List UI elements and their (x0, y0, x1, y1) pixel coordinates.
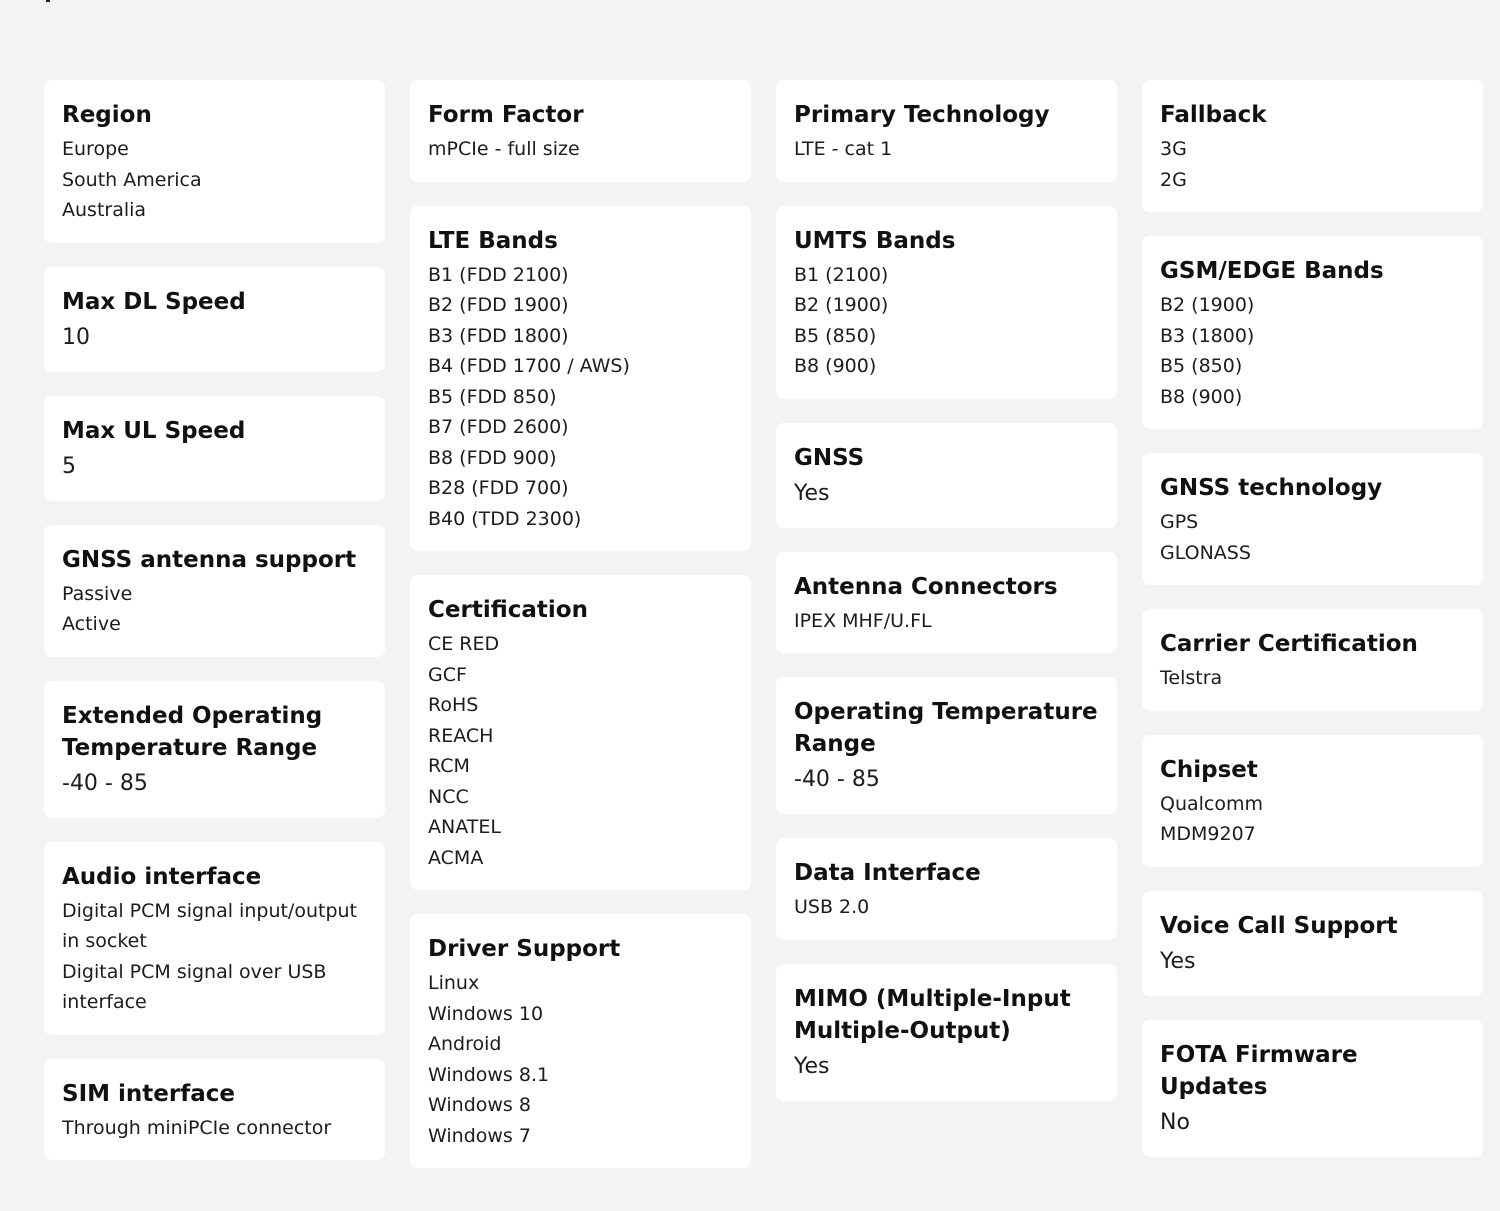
spec-value: RoHS (428, 694, 479, 716)
spec-value: NCC (428, 785, 469, 808)
spec-column-1 (44, 80, 385, 1184)
spec-card-values (794, 134, 1099, 165)
spec-value: GCF (428, 663, 467, 686)
spec-value: No (1160, 1109, 1190, 1135)
spec-card-title: Form Factor (428, 102, 584, 128)
spec-card-values (62, 1113, 367, 1144)
spec-card-title: Driver Support (428, 936, 621, 962)
spec-card-values (62, 579, 367, 640)
spec-value: B40 (TDD 2300) (428, 507, 582, 530)
spec-value: B3 (FDD 1800) (428, 324, 569, 347)
spec-card-values (794, 892, 1099, 923)
spec-value: Digital PCM signal over USB interface (62, 960, 327, 1013)
spec-card-lte-bands (410, 206, 751, 552)
spec-value: 10 (62, 324, 90, 350)
spec-card-fallback (1142, 80, 1483, 212)
spec-card-title: SIM interface (62, 1080, 235, 1107)
spec-value: Telstra (1160, 667, 1223, 689)
spec-card-title: UMTS Bands (794, 227, 956, 254)
spec-card-gnss (776, 423, 1117, 528)
spec-value: Android (428, 1033, 502, 1055)
spec-card-driver-support (410, 914, 751, 1168)
spec-card-values (794, 1050, 1099, 1084)
spec-value: Digital PCM signal input/output in socket (62, 899, 358, 952)
spec-value: Active (62, 613, 121, 635)
spec-card-values (794, 477, 1099, 511)
spec-card-audio-interface (44, 842, 385, 1035)
spec-value: 5 (62, 453, 76, 479)
spec-value: USB 2.0 (794, 896, 870, 918)
spec-card-title: FOTA Firmware Updates (1160, 1041, 1358, 1100)
spec-value: B8 (900) (1160, 385, 1243, 408)
spec-card-data-interface (776, 838, 1117, 940)
spec-value: Australia (62, 199, 147, 221)
spec-card-title: Fallback (1160, 102, 1267, 128)
spec-value: Europe (62, 138, 129, 160)
spec-card-title: LTE Bands (428, 227, 558, 254)
spec-column-4 (1142, 80, 1483, 1181)
spec-value: Windows 10 (428, 1002, 544, 1025)
spec-value: B7 (FDD 2600) (428, 416, 569, 438)
spec-value: MDM9207 (1160, 823, 1256, 845)
spec-card-values (794, 606, 1099, 637)
spec-value: B2 (FDD 1900) (428, 294, 569, 316)
spec-card-primary-technology (776, 80, 1117, 182)
spec-card-operating-temperature-range (776, 677, 1117, 814)
spec-value: LTE - cat 1 (794, 138, 893, 160)
spec-card-title: Data Interface (794, 860, 981, 886)
spec-card-values (428, 260, 733, 535)
spec-value: B1 (FDD 2100) (428, 263, 569, 286)
spec-card-values (62, 321, 367, 355)
spec-card-title: Voice Call Support (1160, 912, 1398, 939)
spec-value: Windows 7 (428, 1124, 531, 1147)
spec-value: B3 (1800) (1160, 324, 1255, 347)
spec-value: REACH (428, 724, 494, 747)
spec-value: B5 (FDD 850) (428, 385, 557, 408)
spec-value: Windows 8.1 (428, 1063, 550, 1086)
spec-card-values (428, 629, 733, 873)
spec-card-extended-operating-temperature-range (44, 681, 385, 818)
spec-card-antenna-connectors (776, 552, 1117, 654)
top-edge-mark (46, 0, 50, 2)
spec-card-umts-bands (776, 206, 1117, 399)
spec-card-carrier-certification (1142, 609, 1483, 711)
spec-card-values (794, 260, 1099, 382)
spec-card-max-ul-speed (44, 396, 385, 501)
spec-value: B2 (1900) (794, 294, 889, 316)
spec-value: Yes (1160, 948, 1196, 974)
spec-value: B5 (850) (1160, 355, 1243, 377)
spec-card-title: GNSS technology (1160, 475, 1383, 501)
spec-card-title: Antenna Connectors (794, 573, 1058, 600)
spec-card-title: GSM/EDGE Bands (1160, 258, 1384, 284)
spec-value: ACMA (428, 846, 484, 869)
spec-card-values (1160, 1106, 1465, 1140)
spec-value: 3G (1160, 138, 1187, 160)
spec-value: Linux (428, 972, 480, 994)
spec-value: mPCIe - full size (428, 138, 580, 160)
spec-value: CE RED (428, 633, 500, 655)
spec-card-chipset (1142, 735, 1483, 867)
spec-card-sim-interface (44, 1059, 385, 1161)
spec-card-gsm-edge-bands (1142, 236, 1483, 429)
spec-card-certification (410, 575, 751, 890)
spec-card-values (62, 134, 367, 226)
spec-value: B28 (FDD 700) (428, 477, 569, 499)
spec-value: B5 (850) (794, 324, 877, 347)
spec-card-voice-call-support (1142, 891, 1483, 996)
spec-card-values (1160, 134, 1465, 195)
spec-value: RCM (428, 755, 470, 777)
spec-card-title: GNSS (794, 444, 865, 471)
spec-card-max-dl-speed (44, 267, 385, 372)
spec-value: Yes (794, 1053, 830, 1079)
spec-value: Passive (62, 582, 133, 605)
spec-card-title: GNSS antenna support (62, 546, 357, 573)
spec-card-values (428, 968, 733, 1151)
spec-value: B8 (FDD 900) (428, 446, 557, 469)
spec-value: Windows 8 (428, 1094, 531, 1116)
spec-card-values (62, 450, 367, 484)
spec-value: GPS (1160, 511, 1199, 533)
spec-value: -40 - 85 (794, 767, 880, 792)
spec-card-title: Carrier Certification (1160, 631, 1418, 657)
spec-card-title: Extended Operating Temperature Range (62, 702, 323, 761)
spec-card-region (44, 80, 385, 243)
spec-value: -40 - 85 (62, 770, 148, 796)
spec-card-values (62, 767, 367, 801)
spec-card-values (794, 763, 1099, 797)
spec-card-values (1160, 507, 1465, 568)
spec-column-3 (776, 80, 1117, 1125)
spec-value: Yes (794, 480, 830, 506)
spec-value: Through miniPCIe connector (62, 1116, 332, 1139)
spec-card-title: Max DL Speed (62, 288, 246, 315)
spec-card-mimo-multiple-input-multiple-output (776, 964, 1117, 1101)
spec-value: GLONASS (1160, 541, 1251, 564)
spec-value: ANATEL (428, 816, 501, 838)
spec-card-gnss-technology (1142, 453, 1483, 585)
spec-card-title: Max UL Speed (62, 417, 246, 444)
spec-card-values (1160, 789, 1465, 850)
spec-value: IPEX MHF/U.FL (794, 609, 932, 632)
spec-card-values (1160, 663, 1465, 694)
spec-column-2 (410, 80, 751, 1192)
spec-value: 2G (1160, 168, 1187, 191)
spec-card-title: MIMO (Multiple-Input Multiple-Output) (794, 985, 1071, 1044)
spec-card-title: Operating Temperature Range (794, 699, 1098, 757)
spec-card-values (428, 134, 733, 165)
spec-card-title: Chipset (1160, 756, 1258, 783)
spec-value: South America (62, 168, 202, 191)
spec-value: B4 (FDD 1700 / AWS) (428, 355, 630, 377)
spec-card-values (1160, 945, 1465, 979)
spec-card-title: Primary Technology (794, 102, 1050, 128)
spec-card-values (1160, 290, 1465, 412)
spec-card-title: Certification (428, 597, 588, 623)
spec-card-title: Audio interface (62, 863, 262, 890)
spec-value: Qualcomm (1160, 792, 1264, 815)
spec-value: B1 (2100) (794, 263, 889, 286)
spec-card-fota-firmware-updates (1142, 1020, 1483, 1157)
spec-value: B2 (1900) (1160, 294, 1255, 316)
spec-value: B8 (900) (794, 355, 877, 377)
spec-card-gnss-antenna-support (44, 525, 385, 657)
spec-card-title: Region (62, 102, 152, 128)
spec-card-values (62, 896, 367, 1018)
spec-card-form-factor (410, 80, 751, 182)
